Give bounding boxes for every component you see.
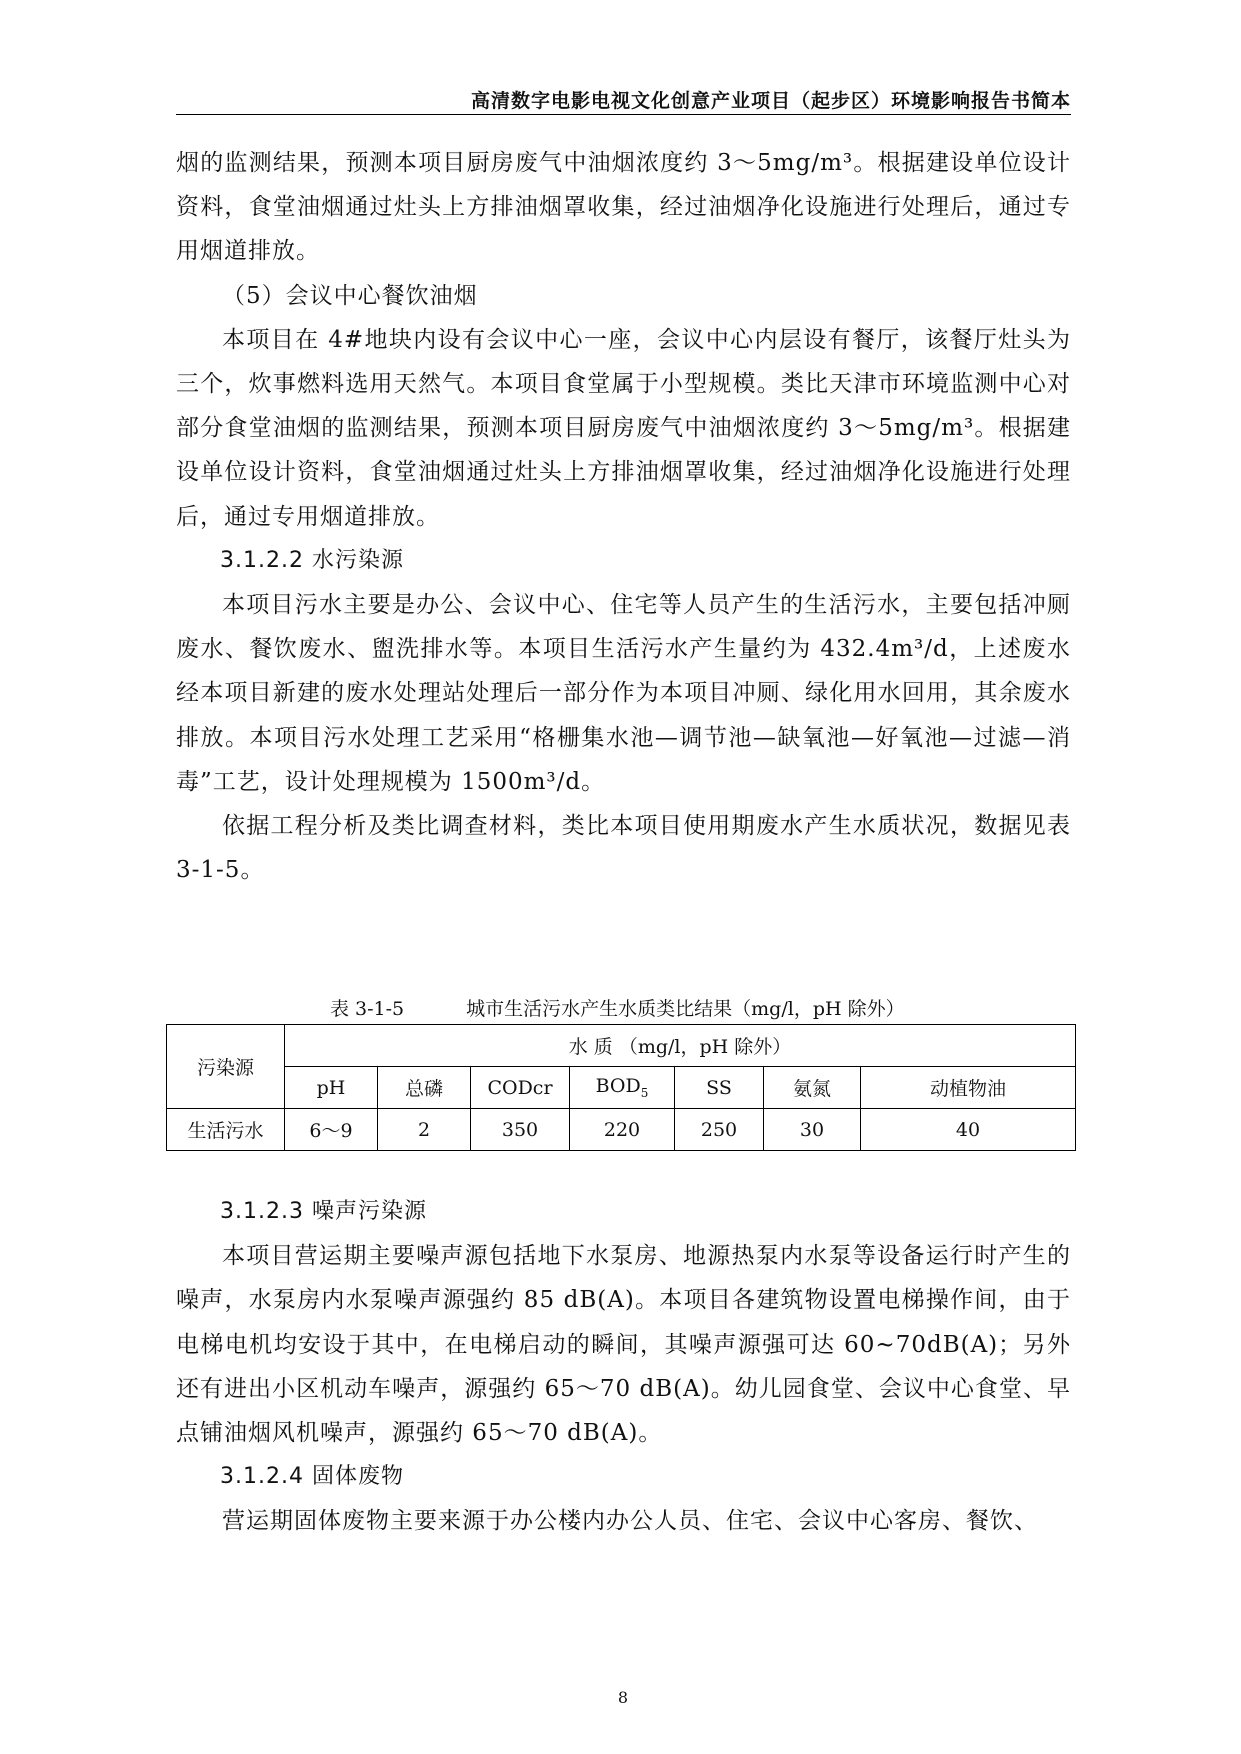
section-heading-water: 3.1.2.2 水污染源 — [220, 547, 404, 573]
paragraph-continuation: 烟的监测结果，预测本项目厨房废气中油烟浓度约 3～5mg/m³。根据建设单位设计资料，食堂油烟通过灶头上方排油烟罩收集，经过油烟净化设施进行处理后，通过专用烟道排放。 — [176, 150, 1071, 265]
table-cell-source: 生活污水 — [167, 1109, 285, 1151]
table-header-group: 水 质 （mg/l，pH 除外） — [285, 1025, 1076, 1067]
table-caption — [330, 994, 905, 1021]
table-col-oil: 动植物油 — [861, 1067, 1076, 1109]
table-cell-total-phosphorus: 2 — [378, 1109, 471, 1151]
paragraph-water-reference: 依据工程分析及类比调查材料，类比本项目使用期废水产生水质状况，数据见表 3-1-5。 — [176, 813, 1071, 884]
table-col-ammonia: 氨氮 — [764, 1067, 861, 1109]
table-cell-ph: 6～9 — [285, 1109, 378, 1151]
table-cell-bod5: 220 — [570, 1109, 675, 1151]
table-col-bod5 — [570, 1067, 675, 1109]
table-caption-title: 城市生活污水产生水质类比结果（mg/l，pH 除外） — [466, 998, 905, 1020]
table-cell-ammonia: 30 — [764, 1109, 861, 1151]
lower-text-block — [176, 1190, 1071, 1544]
page-number: 8 — [617, 1688, 629, 1707]
header-divider — [176, 114, 1071, 115]
table-col-ss: SS — [675, 1067, 764, 1109]
section-heading-noise: 3.1.2.3 噪声污染源 — [220, 1199, 427, 1224]
bod-label: BOD — [595, 1075, 641, 1098]
paragraph-noise-sources: 本项目营运期主要噪声源包括地下水泵房、地源热泵内水泵等设备运行时产生的噪声，水泵房内水泵噪声源强约 85 dB(A)。本项目各建筑物设置电梯操作间，由于电梯电机均安设于其中，在电梯启动的瞬间，其噪声源强可达 60~70dB(A)；另外还有进出小区机动车噪声，源强约 65～70 dB(A)。幼儿园食堂、会议中心食堂、早点铺油烟风机噪声，源强约 65～70 dB(A)。 — [176, 1243, 1071, 1447]
subheading-conference-fumes: （5）会议中心餐饮油烟 — [222, 282, 478, 309]
table-cell-oil: 40 — [861, 1109, 1076, 1151]
table-col-codcr: CODcr — [471, 1067, 570, 1109]
table-header-row — [167, 1025, 1076, 1067]
paragraph-water-sources: 本项目污水主要是办公、会议中心、住宅等人员产生的生活污水，主要包括冲厕废水、餐饮废水、盥洗排水等。本项目生活污水产生量约为 432.4m³/d，上述废水经本项目新建的废水处理站处理后一部分作为本项目冲厕、绿化用水回用，其余废水排放。本项目污水处理工艺采用“格栅集水池—调节池—缺氧池—好氧池—过滤—消毒”工艺，设计处理规模为 1500m³/d。 — [176, 592, 1071, 795]
paragraph-solid-waste: 营运期固体废物主要来源于办公楼内办公人员、住宅、会议中心客房、餐饮、 — [222, 1508, 1038, 1535]
document-title: 高清数字电影电视文化创意产业项目（起步区）环境影响报告书简本 — [470, 90, 1071, 112]
upper-text-block — [176, 141, 1071, 892]
bod-subscript: 5 — [640, 1085, 649, 1100]
table-cell-codcr: 350 — [471, 1109, 570, 1151]
paragraph-conference-fumes: 本项目在 4#地块内设有会议中心一座，会议中心内层设有餐厅，该餐厅灶头为三个，炊事燃料选用天然气。本项目食堂属于小型规模。类比天津市环境监测中心对部分食堂油烟的监测结果，预测本项目厨房废气中油烟浓度约 3～5mg/m³。根据建设单位设计资料，食堂油烟通过灶头上方排油烟罩收集，经过油烟净化设施进行处理后，通过专用烟道排放。 — [176, 326, 1071, 530]
table-col-ph: pH — [285, 1067, 378, 1109]
table-row — [167, 1109, 1076, 1151]
table-caption-number: 表 3-1-5 — [330, 998, 405, 1020]
table-cell-ss: 250 — [675, 1109, 764, 1151]
table-col-total-phosphorus: 总磷 — [378, 1067, 471, 1109]
table-subheader-row — [167, 1067, 1076, 1109]
water-quality-table — [166, 1024, 1076, 1151]
section-heading-solid-waste: 3.1.2.4 固体废物 — [220, 1464, 404, 1490]
table-header-source: 污染源 — [167, 1025, 285, 1109]
